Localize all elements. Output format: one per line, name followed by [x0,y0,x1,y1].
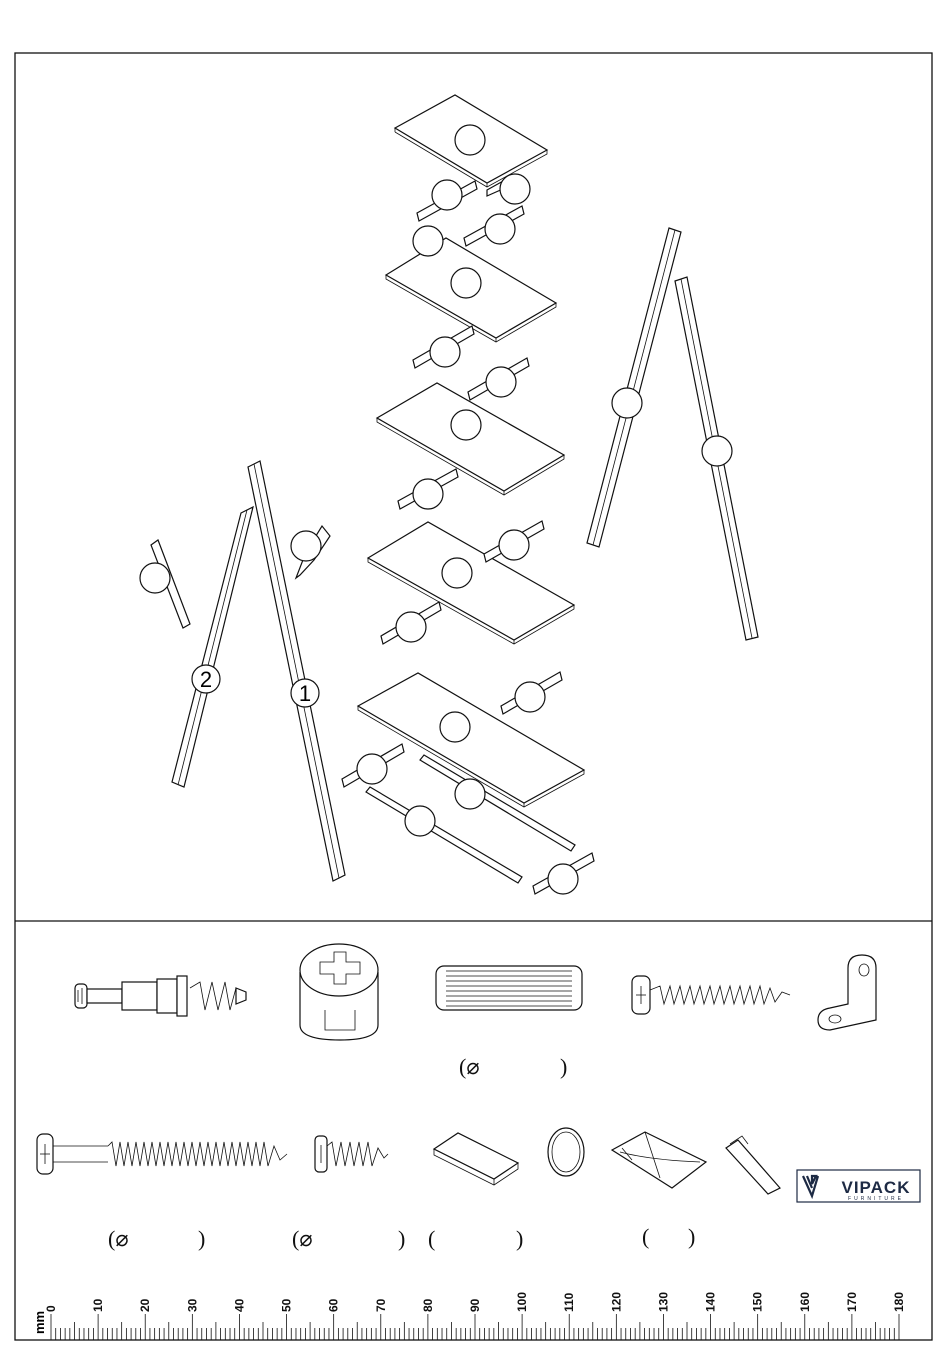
ruler-label: 10 [91,1298,106,1312]
ruler-label: 20 [138,1298,153,1312]
long-screw-spec-open: (⌀ [108,1226,129,1251]
part-2-callout [192,665,220,693]
ruler-label: 40 [232,1298,247,1312]
ruler-label: 60 [326,1298,341,1312]
ruler-labels [44,1292,906,1312]
round-pad-icon [548,1128,584,1176]
ruler-label: 70 [373,1298,388,1312]
ruler-label: 50 [279,1298,294,1312]
ruler-label: 30 [185,1298,200,1312]
bag-spec-open: ( [642,1224,650,1249]
dowel-spec-close: ) [560,1054,568,1079]
part-1-label: 1 [298,681,312,706]
long-screw-icon [37,1134,287,1174]
ruler-label: 120 [609,1291,624,1312]
wood-screw-icon [632,976,790,1014]
ruler-label: 80 [420,1298,435,1312]
ruler-label: 0 [44,1305,58,1312]
side-legs-back [587,228,758,640]
pad-spec-open: ( [428,1226,436,1251]
exploded-view [140,95,758,894]
bag-spec-close: ) [688,1224,696,1249]
cam-lock-icon [300,944,378,1040]
ruler-label: 170 [844,1291,859,1312]
cam-bolt-icon [75,976,246,1016]
ruler-label: 90 [468,1298,482,1312]
part-1-callout [291,679,319,707]
ruler-label: 150 [750,1291,765,1312]
side-legs-front [151,461,345,881]
part-2-label: 2 [199,667,213,692]
allen-key-icon [726,1136,780,1194]
dowel-icon [436,966,582,1010]
short-screw-spec-close: ) [398,1226,406,1251]
pad-spec-close: ) [516,1226,524,1251]
vipack-logo [797,1170,920,1202]
ruler-ticks [51,1314,899,1340]
millimeter-ruler [32,1292,906,1340]
ruler-label: 140 [703,1291,718,1312]
angle-bracket-icon [818,955,876,1030]
felt-pad-icon [434,1133,518,1185]
short-screw-spec-open: (⌀ [292,1226,313,1251]
long-screw-spec-close: ) [198,1226,206,1251]
ruler-label: 100 [515,1291,530,1312]
brand-tagline: FURNITURE [848,1196,904,1202]
brand-name: VIPACK [841,1178,911,1197]
ruler-label: 180 [892,1291,906,1312]
callout-balls [140,125,732,894]
ruler-label: 110 [562,1292,577,1312]
ruler-label: 160 [797,1291,812,1312]
ruler-unit: mm [32,1310,47,1334]
short-screw-icon [315,1136,388,1172]
hardware-bag-icon [612,1132,706,1188]
hardware-list [37,944,920,1251]
dowel-spec-open: (⌀ [459,1054,480,1079]
ruler-label: 130 [656,1291,671,1312]
